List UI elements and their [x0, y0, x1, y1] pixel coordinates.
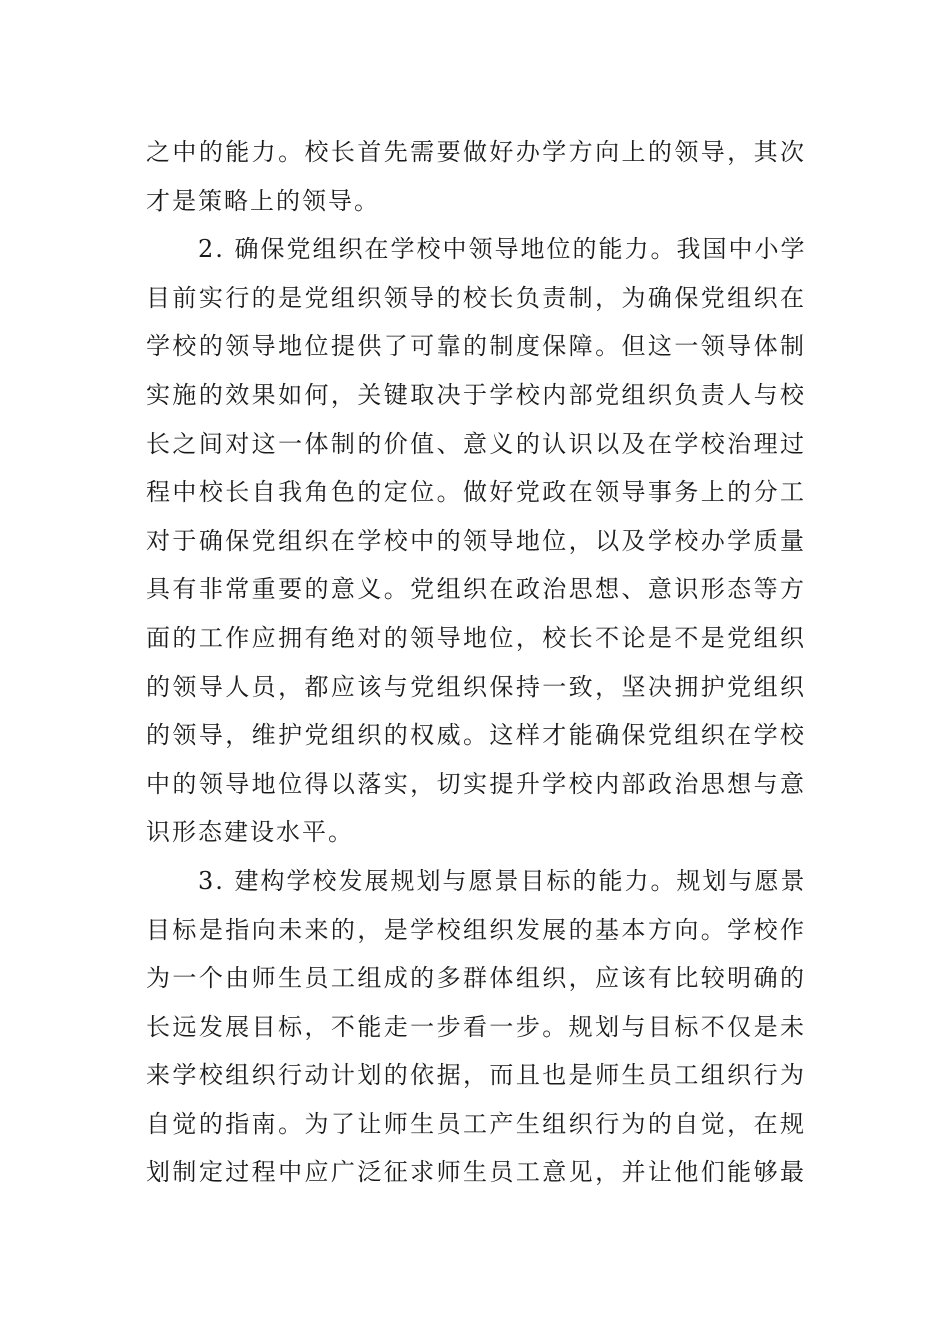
text-line: 学校的领导地位提供了可靠的制度保障。但这一领导体制	[146, 332, 806, 361]
text-line: 面的工作应拥有绝对的领导地位，校长不论是不是党组织	[146, 623, 806, 652]
text-line: 识形态建设水平。	[146, 818, 354, 847]
text-line: 为一个由师生员工组成的多群体组织，应该有比较明确的	[146, 964, 806, 993]
text-line: 自觉的指南。为了让师生员工产生组织行为的自觉，在规	[146, 1109, 806, 1138]
text-line: 中的领导地位得以落实，切实提升学校内部政治思想与意	[146, 769, 806, 798]
text-line: 目标是指向未来的，是学校组织发展的基本方向。学校作	[146, 915, 806, 944]
text-line: 的领导，维护党组织的权威。这样才能确保党组织在学校	[146, 721, 806, 750]
text-line: 的领导人员，都应该与党组织保持一致，坚决拥护党组织	[146, 672, 806, 701]
text-line: 目前实行的是党组织领导的校长负责制，为确保党组织在	[146, 283, 806, 312]
text-line: 程中校长自我角色的定位。做好党政在领导事务上的分工	[146, 478, 806, 507]
text-line: 具有非常重要的意义。党组织在政治思想、意识形态等方	[146, 575, 806, 604]
text-line: 长远发展目标，不能走一步看一步。规划与目标不仅是未	[146, 1012, 806, 1041]
text-line: 长之间对这一体制的价值、意义的认识以及在学校治理过	[146, 429, 806, 458]
text-line: 2. 确保党组织在学校中领导地位的能力。我国中小学	[198, 235, 807, 264]
text-line: 来学校组织行动计划的依据，而且也是师生员工组织行为	[146, 1061, 806, 1090]
text-line: 实施的效果如何，关键取决于学校内部党组织负责人与校	[146, 380, 806, 409]
text-line: 对于确保党组织在学校中的领导地位，以及学校办学质量	[146, 526, 806, 555]
text-line: 才是策略上的领导。	[146, 186, 380, 215]
text-line: 之中的能力。校长首先需要做好办学方向上的领导，其次	[146, 138, 806, 166]
text-line: 3. 建构学校发展规划与愿景目标的能力。规划与愿景	[198, 866, 807, 895]
body-text	[146, 128, 806, 1197]
text-line: 划制定过程中应广泛征求师生员工意见，并让他们能够最	[146, 1158, 806, 1187]
